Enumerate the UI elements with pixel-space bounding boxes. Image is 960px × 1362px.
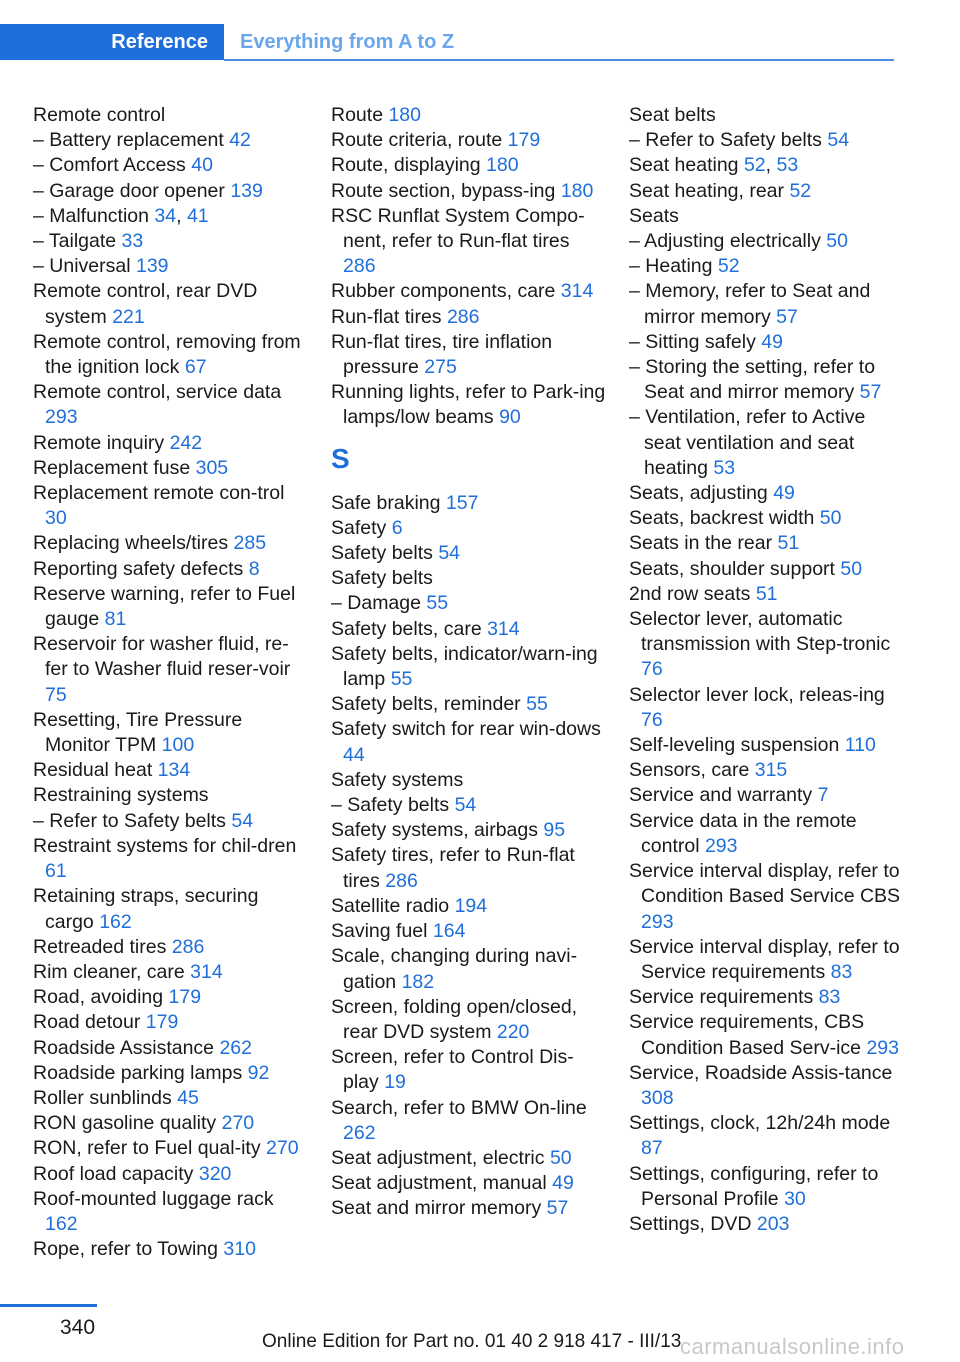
page-link[interactable]: 52 (789, 179, 812, 202)
page-link[interactable]: 293 (641, 910, 674, 933)
page-link[interactable]: 76 (641, 708, 663, 731)
entry-text: – Memory, refer to Seat and mirror memory (629, 280, 871, 328)
index-entry (33, 1010, 308, 1035)
page-header (0, 24, 894, 62)
index-subentry (331, 793, 606, 818)
page-link[interactable]: 50 (826, 230, 848, 253)
page-link[interactable]: 308 (641, 1086, 674, 1109)
index-entry (629, 1061, 904, 1111)
index-entry (629, 1111, 904, 1161)
index-entry (629, 531, 904, 556)
page-link[interactable]: 41 (186, 204, 209, 227)
page-link[interactable]: 194 (454, 894, 488, 917)
page-link[interactable]: 57 (546, 1197, 569, 1220)
page-link[interactable]: 49 (552, 1172, 574, 1195)
entry-text: Road, avoiding (33, 986, 169, 1009)
entry-text: Seat adjustment, electric (331, 1146, 550, 1169)
entry-text: Seats (629, 204, 679, 227)
page-link[interactable]: 52 (717, 255, 740, 278)
entry-text: Retaining straps, securing cargo (33, 885, 259, 933)
page-link[interactable]: 95 (543, 819, 566, 842)
index-entry (629, 1010, 904, 1060)
footer-rule (0, 1304, 97, 1307)
page-link[interactable]: 320 (198, 1162, 232, 1185)
entry-text: Sensors, care (629, 759, 755, 782)
entry-text: – Universal (33, 255, 136, 278)
entry-text: Service interval display, refer to Condition Based Service CBS (629, 860, 901, 908)
entry-text: Replacement remote con‐trol (33, 482, 285, 505)
entry-text: Remote control, rear DVD system (33, 280, 258, 328)
page-link[interactable]: 19 (384, 1071, 406, 1094)
entry-text: Seat heating (629, 154, 744, 177)
page-link[interactable]: 305 (195, 456, 229, 479)
index-entry (331, 843, 606, 893)
entry-text: Route section, bypass‐ing (331, 179, 561, 202)
index-entry (33, 783, 308, 808)
index-subentry (331, 591, 606, 616)
index-subentry (33, 179, 308, 204)
entry-text: – Heating (629, 255, 718, 278)
entry-text: Road detour (33, 1011, 146, 1034)
entry-text: Roadside parking lamps (33, 1061, 248, 1084)
entry-text: – Sitting safely (629, 330, 762, 353)
page-link[interactable]: 61 (45, 860, 67, 883)
entry-text: Roadside Assistance (33, 1036, 220, 1059)
index-subentry (629, 254, 904, 279)
index-entry (629, 758, 904, 783)
entry-text: Search, refer to BMW On‐line (331, 1096, 587, 1119)
index-entry (629, 733, 904, 758)
entry-text: Service requirements (629, 986, 819, 1009)
page-link[interactable]: 270 (266, 1137, 299, 1160)
entry-text: Rubber components, care (331, 280, 561, 303)
page-link[interactable]: 285 (233, 532, 267, 555)
entry-text: Restraint systems for chil‐dren (33, 834, 297, 857)
page-link[interactable]: 203 (756, 1212, 790, 1235)
entry-text: Settings, clock, 12h/24h mode (629, 1112, 891, 1135)
index-subentry (629, 330, 904, 355)
index-subentry (33, 153, 308, 178)
page-link[interactable]: 7 (817, 784, 829, 807)
index-entry (629, 683, 904, 733)
index-entry (331, 541, 606, 566)
entry-text: Rim cleaner, care (33, 960, 191, 983)
entry-text: Service and warranty (629, 784, 818, 807)
entry-text: – Storing the setting, refer to Seat and mirror memory (629, 356, 876, 404)
page-link[interactable]: 314 (487, 617, 520, 640)
page-link[interactable]: 220 (496, 1020, 530, 1043)
entry-text: – Ventilation, refer to Active seat ventilation and seat heating (629, 406, 866, 479)
index-entry (33, 531, 308, 556)
index-entry (33, 1136, 308, 1161)
page-link[interactable]: 54 (827, 129, 850, 152)
page-link[interactable]: 139 (135, 255, 169, 278)
page-link[interactable]: 81 (104, 608, 127, 631)
page-link[interactable]: 75 (45, 683, 67, 706)
index-entry (331, 1096, 606, 1146)
page-link[interactable]: 34 (154, 204, 177, 227)
index-entry (33, 481, 308, 531)
page-link[interactable]: 100 (161, 734, 195, 757)
page-link[interactable]: 92 (247, 1061, 270, 1084)
page-link[interactable]: 55 (390, 668, 413, 691)
index-entry (331, 717, 606, 767)
page-link[interactable]: 67 (184, 356, 207, 379)
entry-text: Route, displaying (331, 154, 487, 177)
entry-text: Retreaded tires (33, 935, 172, 958)
page-link[interactable]: 42 (229, 129, 251, 152)
page-link[interactable]: 262 (219, 1036, 252, 1059)
entry-text: Safety switch for rear win‐dows (331, 718, 601, 741)
entry-text: Safety belts (331, 567, 433, 590)
entry-text: Saving fuel (331, 920, 433, 943)
page-link[interactable]: 286 (343, 255, 376, 278)
index-subentry (33, 128, 308, 153)
entry-text: RON gasoline quality (33, 1112, 222, 1135)
index-entry (331, 944, 606, 994)
page-link[interactable]: 270 (221, 1112, 255, 1135)
entry-text: – Safety belts (331, 794, 455, 817)
page-link[interactable]: 310 (223, 1238, 256, 1261)
page-link[interactable]: 54 (438, 542, 461, 565)
entry-text: RON, refer to Fuel qual‐ity (33, 1137, 266, 1160)
index-entry (331, 103, 606, 128)
index-entry (33, 632, 308, 708)
index-entry (629, 582, 904, 607)
edition-note: Online Edition for Part no. 01 40 2 918 417 - III/13 (262, 1331, 682, 1352)
entry-text: Screen, folding open/closed, rear DVD system (331, 995, 578, 1043)
page-link[interactable]: 57 (859, 381, 882, 404)
index-column-2 (331, 103, 606, 1222)
page-link[interactable]: 180 (486, 154, 519, 177)
entry-text: Service data in the remote control (629, 809, 857, 857)
page-link[interactable]: 293 (866, 1036, 899, 1059)
index-entry (331, 279, 606, 304)
index-entry (331, 516, 606, 541)
index-entry (33, 1237, 308, 1262)
page-link[interactable]: 314 (560, 280, 594, 303)
index-entry (331, 692, 606, 717)
watermark: carmanualsonline.info (680, 1334, 905, 1359)
entry-text: Seat heating, rear (629, 179, 790, 202)
entry-text: Reserve warning, refer to Fuel gauge (33, 582, 296, 631)
index-entry (331, 330, 606, 380)
index-entry (331, 1171, 606, 1196)
entry-text: Service, Roadside Assis‐tance (629, 1061, 893, 1084)
index-entry (331, 642, 606, 692)
index-entry (629, 1162, 904, 1212)
index-entry (331, 566, 606, 591)
entry-text: Running lights, refer to Park‐ing lamps/low beams (331, 381, 606, 429)
page-link[interactable]: 50 (819, 507, 842, 530)
entry-text: Remote inquiry (33, 431, 170, 454)
index-subentry (629, 229, 904, 254)
index-entry (33, 884, 308, 934)
page-link[interactable]: 314 (190, 960, 223, 983)
subsection-title: Everything from A to Z (240, 31, 455, 53)
index-letter-heading: S (331, 442, 350, 474)
entry-text: Safety belts, care (331, 617, 488, 640)
index-entry (331, 894, 606, 919)
page-link[interactable]: 49 (761, 330, 783, 353)
index-subentry (629, 405, 904, 481)
page-link[interactable]: 55 (526, 693, 548, 716)
index-entry (33, 960, 308, 985)
page-link[interactable]: 83 (818, 986, 841, 1009)
entry-text: RSC Runflat System Compo‐nent, refer to Run-flat tires (331, 204, 585, 253)
index-entry (33, 935, 308, 960)
index-entry (33, 1162, 308, 1187)
entry-text: Resetting, Tire Pressure Monitor TPM (33, 708, 243, 757)
index-entry (629, 985, 904, 1010)
entry-text: – Garage door opener (33, 179, 231, 202)
index-entry (33, 1111, 308, 1136)
entry-text: – Malfunction (33, 204, 155, 227)
index-entry (629, 103, 904, 128)
page-link[interactable]: 51 (755, 582, 778, 605)
index-entry (331, 995, 606, 1045)
page-link[interactable]: 162 (99, 910, 132, 933)
entry-text: Scale, changing during navi‐gation (331, 945, 578, 993)
index-entry (629, 809, 904, 859)
page-link[interactable]: 53 (713, 456, 736, 479)
page-link[interactable]: 44 (343, 743, 365, 766)
page-link[interactable]: 40 (191, 154, 213, 177)
entry-text: Selector lever, automatic transmission with Step‐tronic (629, 608, 891, 656)
page-link[interactable]: 262 (343, 1121, 376, 1144)
index-entry (33, 456, 308, 481)
index-entry (629, 935, 904, 985)
page-link[interactable]: 45 (177, 1086, 199, 1109)
page-link[interactable]: 242 (169, 431, 203, 454)
index-entry (629, 204, 904, 229)
entry-text: Rope, refer to Towing (33, 1238, 224, 1261)
entry-text: Roof-mounted luggage rack (33, 1187, 274, 1210)
page-link[interactable]: 30 (45, 507, 67, 530)
index-entry (331, 491, 606, 516)
entry-text: Roof load capacity (33, 1162, 199, 1185)
page-link[interactable]: 6 (391, 516, 403, 539)
index-entry (33, 708, 308, 758)
page-link[interactable]: 180 (560, 179, 594, 202)
index-entry (33, 582, 308, 632)
index-entry (331, 919, 606, 944)
entry-text: 2nd row seats (629, 582, 756, 605)
entry-text: Service interval display, refer to Service requirements (629, 935, 900, 983)
page-link[interactable]: 179 (168, 986, 202, 1009)
index-entry (331, 1196, 606, 1221)
entry-text: Safety systems (331, 768, 464, 791)
entry-text: Settings, DVD (629, 1212, 757, 1235)
entry-text: Service requirements, CBS Condition Based Serv‐ice (629, 1011, 867, 1059)
page-link[interactable]: 54 (231, 809, 254, 832)
entry-text: Seat and mirror memory (331, 1197, 547, 1220)
page-link[interactable]: 157 (445, 491, 479, 514)
entry-text: Residual heat (33, 759, 158, 782)
index-subentry (33, 809, 308, 834)
entry-text: – Damage (331, 592, 427, 615)
page-link[interactable]: 52 (743, 154, 766, 177)
index-entry (33, 1187, 308, 1237)
index-entry (33, 431, 308, 456)
page-link[interactable]: 87 (641, 1137, 663, 1160)
index-entry (33, 985, 308, 1010)
index-entry (33, 330, 308, 380)
page-link[interactable]: 76 (641, 658, 663, 681)
page-link[interactable]: 315 (754, 759, 788, 782)
page-link[interactable]: 110 (844, 734, 876, 757)
index-entry (331, 380, 606, 430)
page-link[interactable]: 49 (773, 482, 795, 505)
page-link[interactable]: 179 (507, 129, 541, 152)
entry-text: Remote control, removing from the ignition lock (33, 330, 301, 379)
index-column-3 (629, 103, 904, 1237)
entry-text: Safety belts, indicator/warn‐ing lamp (331, 642, 598, 691)
page-link[interactable]: 54 (454, 794, 477, 817)
index-entry (33, 279, 308, 329)
index-entry (33, 1061, 308, 1086)
index-entry (629, 179, 904, 204)
page-link[interactable]: 179 (145, 1011, 179, 1034)
page-link[interactable]: 164 (432, 920, 466, 943)
entry-text: Seats in the rear (629, 532, 778, 555)
page-link[interactable]: 30 (784, 1187, 806, 1210)
index-subentry: – Malfunction 34, 41 (33, 204, 209, 227)
entry-text: Remote control, service data (33, 381, 282, 404)
page-link[interactable]: 90 (499, 406, 521, 429)
index-subentry (629, 355, 904, 405)
entry-text: Safety belts, reminder (331, 693, 527, 716)
entry-text: Safety (331, 516, 392, 539)
index-entry (33, 380, 308, 430)
page-link[interactable]: 286 (385, 869, 418, 892)
entry-text: Seat adjustment, manual (331, 1172, 553, 1195)
entry-text: – Adjusting electrically (629, 230, 827, 253)
index-entry: Seat heating 52, 53 (629, 154, 799, 177)
index-entry (629, 557, 904, 582)
index-column-1 (33, 103, 308, 1262)
index-subentry (33, 229, 308, 254)
entry-text: Roller sunblinds (33, 1086, 178, 1109)
index-subentry (629, 279, 904, 329)
entry-text: Seats, adjusting (629, 482, 774, 505)
page-link[interactable]: 8 (248, 557, 260, 580)
entry-text: Safety systems, airbags (331, 819, 544, 842)
page-number: 340 (60, 1316, 96, 1339)
page-link[interactable]: 83 (830, 960, 853, 983)
index-entry (629, 481, 904, 506)
entry-text: – Comfort Access (33, 154, 192, 177)
page-link[interactable]: 275 (424, 356, 457, 379)
page-link[interactable]: 286 (171, 935, 205, 958)
index-entry (629, 607, 904, 683)
entry-text: – Battery replacement (33, 129, 230, 152)
entry-text: Run-flat tires (331, 305, 447, 328)
index-entry (331, 1146, 606, 1171)
page-link[interactable]: 180 (388, 104, 421, 126)
page-link[interactable]: 33 (121, 230, 144, 253)
index-entry (331, 204, 606, 280)
index-entry (33, 758, 308, 783)
page-link[interactable]: 51 (777, 532, 800, 555)
page-link[interactable]: 53 (776, 154, 799, 177)
page-link[interactable]: 162 (45, 1212, 78, 1235)
entry-text: Remote control (33, 104, 166, 126)
index-entry (331, 179, 606, 204)
entry-text: Restraining systems (33, 784, 209, 807)
entry-text: Settings, configuring, refer to Personal Profile (629, 1162, 879, 1210)
page-link[interactable]: 221 (112, 305, 145, 328)
index-entry (33, 103, 308, 128)
page-link[interactable]: 182 (401, 970, 435, 993)
index-entry (331, 617, 606, 642)
entry-text: Satellite radio (331, 894, 455, 917)
index-entry (33, 557, 308, 582)
page-link[interactable]: 57 (776, 305, 798, 328)
index-entry (33, 1036, 308, 1061)
entry-text: Replacement fuse (33, 456, 196, 479)
entry-text: Safety belts (331, 542, 439, 565)
index-entry (629, 859, 904, 935)
entry-text: Seat belts (629, 104, 716, 126)
index-entry (331, 128, 606, 153)
entry-text: Reporting safety defects (33, 557, 249, 580)
page-link[interactable]: 139 (230, 179, 263, 202)
index-entry (629, 1212, 904, 1237)
index-entry (629, 783, 904, 808)
entry-text: Seats, shoulder support (629, 557, 841, 580)
entry-text: Seats, backrest width (629, 507, 820, 530)
index-entry (33, 834, 308, 884)
index-entry (331, 818, 606, 843)
entry-text: Screen, refer to Control Dis‐play (331, 1046, 574, 1094)
entry-text: Route (331, 104, 389, 126)
entry-text: Self-leveling suspension (629, 734, 845, 757)
index-entry (629, 506, 904, 531)
page-link[interactable]: 55 (426, 592, 449, 615)
index-entry (33, 1086, 308, 1111)
index-entry (331, 768, 606, 793)
page-link[interactable]: 293 (45, 406, 78, 429)
page-link[interactable]: 286 (446, 305, 480, 328)
page-link[interactable]: 50 (840, 557, 863, 580)
index-entry (331, 305, 606, 330)
entry-text: Route criteria, route (331, 129, 508, 152)
entry-text: Replacing wheels/tires (33, 532, 234, 555)
index-subentry (629, 128, 904, 153)
index-subentry (33, 254, 308, 279)
page-link[interactable]: 293 (704, 834, 738, 857)
entry-text: – Refer to Safety belts (33, 809, 232, 832)
page-link[interactable]: 134 (157, 759, 191, 782)
entry-text: Run-flat tires, tire inflation pressure (331, 330, 553, 379)
entry-text: – Refer to Safety belts (629, 129, 828, 152)
entry-text: – Tailgate (33, 230, 122, 253)
page-link[interactable]: 50 (549, 1146, 572, 1169)
section-tab[interactable]: Reference (0, 24, 224, 60)
entry-text: Safety tires, refer to Run-flat tires (331, 844, 575, 892)
entry-text: Selector lever lock, releas‐ing (629, 683, 885, 706)
entry-text: Safe braking (331, 491, 446, 514)
header-rule (224, 59, 894, 61)
index-entry (331, 153, 606, 178)
index-entry (331, 1045, 606, 1095)
entry-text: Reservoir for washer fluid, re‐fer to Washer fluid reser‐voir (33, 633, 291, 681)
